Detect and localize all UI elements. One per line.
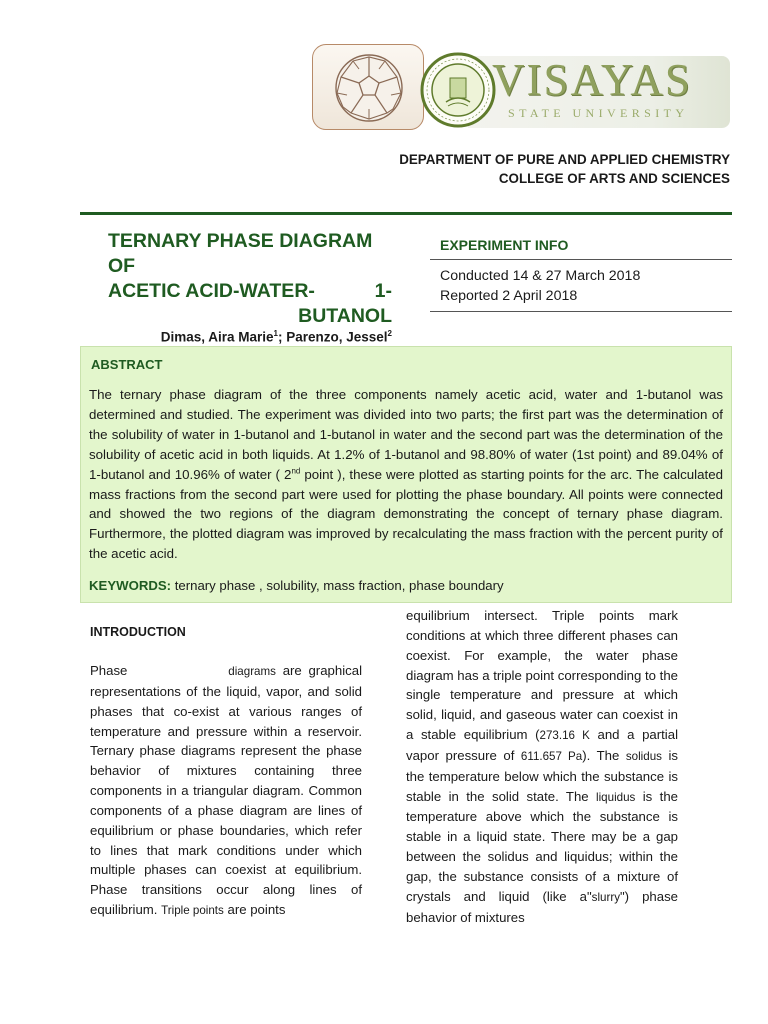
college-line: COLLEGE OF ARTS AND SCIENCES (498, 171, 730, 186)
abstract-text-part: point ), these were plotted as starting points for the arc. The calculated mass fractions from the second part were used for plotting the phase boundary. All points were connected and showed the two regions of the diagram demonstrating the concept of ternary phase diagram. Furthermore, the plotted diagram was improved by recalculating the mass fraction with the percent purity of the acetic acid. (89, 466, 723, 562)
body-text: is the temperature below which the substance is stable in the solid state. The (406, 747, 679, 804)
title-line-3: BUTANOL (298, 305, 392, 327)
title-line-1: TERNARY PHASE DIAGRAM OF (108, 230, 373, 277)
body-paragraph (406, 606, 678, 928)
author-name: Dimas, Aira Marie (160, 329, 274, 345)
keywords-line (89, 577, 504, 595)
intro-text: are points (223, 902, 286, 918)
header-divider (80, 212, 732, 215)
intro-term: diagrams (228, 665, 276, 678)
left-column (90, 620, 362, 921)
body-text: and a partial vapor pressure of (406, 727, 678, 763)
body-text: is the temperature above which the substance is stable in a liquid state. There may be a gap between the solidus and liquidus; within the gap, the substance consists of a mixture of crystals and liquid (like a" (406, 788, 678, 904)
intro-text: are graphical representations of the liquid, vapor, and solid phases that co-exist at various ranges of temperature and pressure within a reservoir. Ternary phase diagrams represent the phase behavior of mixtures containing three components in a triangular diagram. Common components of a phase diagram are lines of equilibrium or phase boundaries, which refer to lines that mark conditions under which multiple phases can coexist at equilibrium. Phase transitions occur along lines of equilibrium. (90, 663, 362, 918)
abstract-text-part: The ternary phase diagram of the three components namely acetic acid, water and 1-butanol was determined and studied. The experiment was divided into two parts; the first part was the determination of the solubility of water in 1-butanol and 1-butanol in water and the second part was the determination of the solubility of acetic acid in both liquids. At 1.2% of 1-butanol and 98.80% of water (1st point) and 89.04% of 1-butanol and 10.96% of water ( 2 (89, 387, 723, 482)
author-list (161, 326, 392, 346)
body-text: ). The (582, 747, 626, 763)
introduction-heading: INTRODUCTION (90, 625, 186, 639)
title-line-2-right: 1- (374, 280, 392, 302)
experiment-info-heading: EXPERIMENT INFO (440, 237, 569, 253)
ordinal-superscript: nd (291, 466, 301, 476)
university-seal (420, 52, 496, 128)
title-line-2 (108, 279, 392, 304)
university-subtitle: STATE UNIVERSITY (508, 106, 689, 120)
keywords-label: KEYWORDS: (89, 578, 172, 593)
body-text: equilibrium intersect. Triple points mark conditions at which three different phases can coexist. For example, the water phase diagram has a triple point corresponding to the single temperature and pressure at which solid, liquid, and gaseous water can coexist in a stable equilibrium ( (406, 608, 678, 743)
conducted-date: Conducted 14 & 27 March 2018 (440, 268, 641, 284)
buckyball-icon (313, 45, 425, 131)
body-term: 273.16 K (539, 729, 590, 743)
buckyball-emblem (312, 44, 424, 130)
info-divider-bottom (430, 311, 732, 312)
abstract-heading: ABSTRACT (91, 357, 163, 372)
body-term: 611.657 Pa (520, 749, 583, 763)
seal-icon (420, 52, 496, 128)
introduction-paragraph (90, 661, 362, 921)
body-term: liquidus (596, 790, 636, 804)
body-term: solidus (625, 749, 662, 763)
body-term: slurry (591, 890, 620, 904)
university-wordmark: VISAYAS (492, 55, 692, 105)
author-separator: ; (277, 329, 287, 345)
department-heading (399, 150, 730, 188)
department-line: DEPARTMENT OF PURE AND APPLIED CHEMISTRY (399, 152, 730, 167)
author-affiliation-mark: 1 (273, 329, 278, 338)
experiment-info-body (440, 266, 640, 306)
author-name: Parenzo, Jessel (286, 329, 388, 345)
abstract-text (89, 385, 723, 564)
abstract-box (80, 346, 732, 603)
title-line-2-left: ACETIC ACID-WATER- (108, 280, 315, 302)
intro-term: Triple points (161, 904, 224, 918)
author-affiliation-mark: 2 (387, 329, 392, 338)
info-divider-top (430, 259, 732, 260)
reported-date: Reported 2 April 2018 (440, 288, 578, 304)
keywords-list: ternary phase , solubility, mass fraction, phase boundary (171, 578, 504, 593)
paper-title (108, 229, 392, 329)
intro-text: Phase (90, 663, 128, 678)
body-text: ") phase behavior of mixtures (406, 888, 678, 925)
right-column (406, 606, 678, 928)
